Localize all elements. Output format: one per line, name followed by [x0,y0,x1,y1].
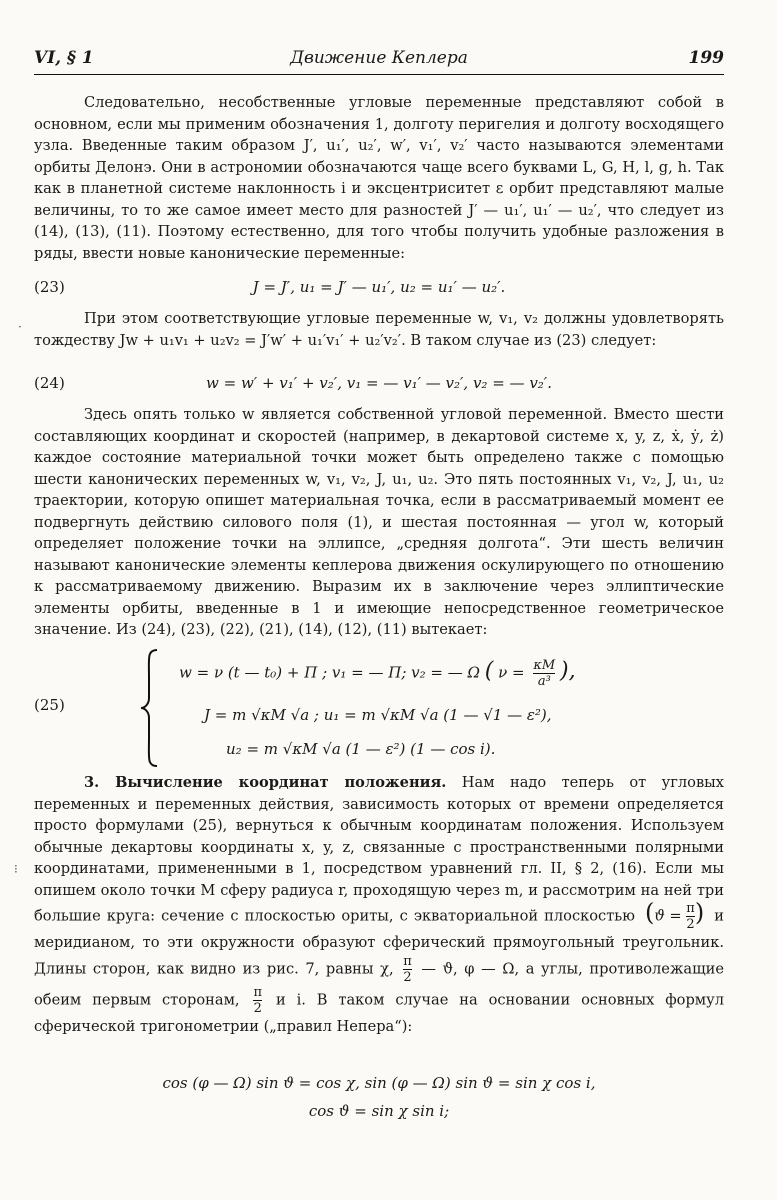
equation-number: (24) [34,374,65,392]
left-brace-icon [139,648,163,768]
paragraph-4: 3. Вычисление координат положения. Нам надо теперь от угловых переменных и переменных действия, зависимость которых от времени определяется просто формулами (25), вернуться к обычным координатам положения. Используем обычные декартовы координаты x, y, z, связанные с пространственными полярными координатами, примененными в 1, посредством уравнений гл. II, § 2, (16). Если мы опишем около точки M сферу радиуса r, проходящую через m, и рассмотрим на ней три большие круга: сечение с плоскостью ориты, с экваториальной плоскостью (ϑ = $\frac{\pi}{2}$ ) и меридианом, то эти окружности образуют сферический прямоугольный треугольник. Длины сторон, как видно из рис. 7, равны χ, $\frac{\pi}{2}$ — ϑ, φ — Ω, а углы, противолежащие обеим первым сторонам, $\frac{\pi}{2}$ и i. В таком случае на основании основных формул сферической тригонометрии („правил Непера“): [34,774,725,1035]
pi-over-2-fraction: $\frac{\pi}{2}$ [253,984,263,1016]
pi-over-2-fraction: $\frac{\pi}{2}$ [403,953,412,985]
equation-25-row-2: J = m √κM √a ; u₁ = m √κM √a (1 — √1 — ε²), [204,706,552,724]
equation-body: J = J′, u₁ = J′ — u₁′, u₂ = u₁′ — u₂′. [252,278,506,296]
paragraph-2: При этом соответствующие угловые переменные w, v₁, v₂ должны удовлетворять тождеству Jw + u₁v₁ + u₂v₂ = J′w′ + u₁′v₁′ + u₂′v₂′. В таком случае из (23) следует: [34,310,724,349]
paragraph-3: Здесь опять только w является собственной угловой переменной. Вместо шести составляющих координат и скоростей (например, в декартовой системе x, y, z, ẋ, ẏ, ż) каждое состояние материальной точки может быть определено также с помощью шести канонических переменных w, v₁, v₂, J, u₁, u₂. Это пять постоянных v₁, v₂, J, u₁, u₂ траектории, которую опишет материальная точка, если в рассматриваемый момент ее подвергнуть действию силового поля (1), и шестая постоянная — угол w, который определяет положение точки на эллипсе, „средняя долгота“. Эти шесть величин называют канонические элементы кеплерова движения оскулирующего по отношению к рассматриваемому движению. Выразим их в заключение через эллиптические элементы орбиты, введенные в 1 и имеющие непосредственное геометрическое значение. Из (24), (23), (22), (21), (14), (12), (11) вытекает: [34,406,724,638]
equation-25-row-1: w = ν (t — t₀) + Π ; v₁ = — Π; v₂ = — Ω ( ν = $\frac{\kappa M}{\text{a³}}$ ), [179,658,576,689]
running-header [34,46,724,75]
equation-23 [34,278,724,304]
section-ref: VI, § 1 [34,48,94,68]
theta-condition: (ϑ = $\frac{\pi}{2}$ ) [644,898,705,932]
equation-number: (23) [34,278,65,296]
paragraph-1: Следовательно, несобственные угловые переменные представляют собой в основном, если мы применим обозначения 1, долготу перигелия и долготу восходящего узла. Введенные таким образом J′, u₁′, u₂′, w′, v₁′, v₂′ часто называются элементами орбиты Делонэ. Они в астрономии обозначаются чаще всего буквами L, G, H, l, g, h. Так как в планетной системе наклонность i и эксцентриситет ε орбит представляют малые величины, то то же самое имеет место для разностей J′ — u₁′, u₁′ — u₂′, что следует из (14), (13), (11). Поэтому естественно, для того чтобы получить удобные разложения в ряды, ввести новые канонические переменные: [34,94,724,262]
equation-number: (25) [34,696,65,714]
equation-body: w = w′ + v₁′ + v₂′, v₁ = — v₁′ — v₂′, v₂ = — v₂′. [206,374,552,392]
margin-mark: ⁝ [14,862,18,876]
margin-mark: · [18,320,22,334]
page-number: 199 [688,48,724,68]
equation-25-row-3: u₂ = m √κM √a (1 — ε²) (1 — cos i). [226,740,496,758]
chapter-title: Движение Кеплера [290,48,468,68]
equation-25-system [34,648,724,768]
napier-formula-1: cos (φ — Ω) sin ϑ = cos χ, sin (φ — Ω) sin ϑ = sin χ cos i, [162,1074,596,1092]
equation-24 [34,374,724,400]
section-3-title: 3. Вычисление координат положения. [84,774,447,791]
napier-formula-2: cos ϑ = sin χ sin i; [308,1102,450,1120]
